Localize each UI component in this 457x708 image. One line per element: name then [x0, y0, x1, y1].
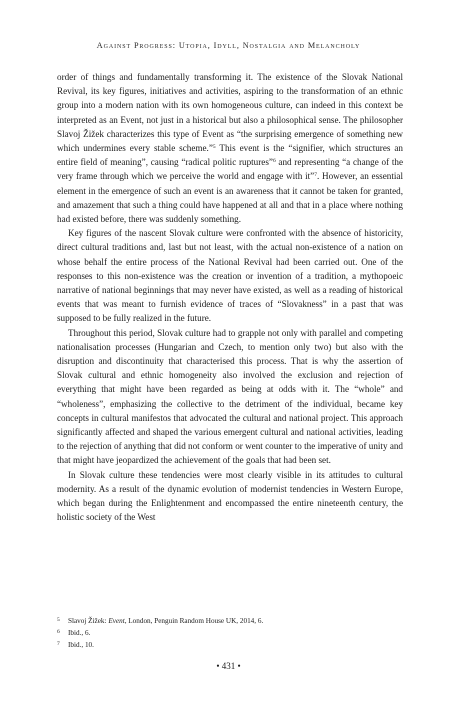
footnote-7 — [57, 639, 403, 651]
paragraph-3: Throughout this period, Slovak culture had to grapple not only with parallel and competing nationalisation processes (Hungarian and Czech, to mention only two) but also with the disruption and discontinuity that characterised this process. That is why the assertion of Slovak cultural and ethnic homogeneity also involved the exclusion and rejection of everything that might have been regarded as being at odds with it. The “whole” and “wholeness”, emphasizing the collective to the detriment of the individual, became key concepts in cultural manifestos that advocated the cultural and national project. This approach significantly affected and shaped the various emergent cultural and national activities, leading to the rejection of anything that did not conform or went counter to the imperative of unity and that might have jeopardized the achievement of the goals that had been set. — [57, 327, 403, 466]
footnote-ref-5[interactable]: 5 — [212, 144, 216, 151]
footnote-number: 7 — [57, 641, 60, 647]
footnotes — [57, 615, 403, 651]
paragraph-4: In Slovak culture these tendencies were most clearly visible in its attitudes to cultural modernity. As a result of the dynamic evolution of modernist tendencies in Western Europe, which began during the Enlightenment and encompassed the entire nineteenth century, the holistic society of the West — [57, 469, 403, 523]
footnote-5 — [57, 615, 403, 627]
footnote-ref-6[interactable]: 6 — [272, 158, 276, 165]
paragraph-1-part-b: This event is the “signifier, which structures an entire field of meaning”, causing “radical politic ruptures” — [57, 143, 403, 168]
paragraph-1 — [57, 70, 403, 226]
footnote-author: Slavoj Žižek: — [68, 617, 109, 625]
page-number: • 431 • — [216, 661, 241, 671]
footnote-title: Event — [108, 617, 125, 625]
footnote-text: Ibid., 10. — [68, 641, 94, 649]
footnote-number: 6 — [57, 629, 60, 635]
footnote-publication: , London, Penguin Random House UK, 2014, 6. — [124, 617, 264, 625]
footnote-ref-7[interactable]: 7 — [314, 172, 317, 179]
body-text — [57, 70, 403, 525]
paragraph-1-part-a: order of things and fundamentally transforming it. The existence of the Slovak National Revival, its key figures, initiatives and activities, aspiring to the transformation of an ethnic group into a modern nation with its own homogeneous culture, can indeed in this context be interpreted as an Event, not just in a historical but also a philosophical sense. The philosopher Slavoj Žižek characterizes this type of Event as “the surprising emergence of something new which undermines every stable scheme.” — [57, 72, 403, 154]
paragraph-2: Key figures of the nascent Slovak culture were confronted with the absence of historicity, direct cultural traditions and, last but not least, with the actual non-existence of a nation on whose behalf the entire process of the National Revival had been carried out. One of the responses to this non-existence was the creation or invention of a tradition, a mythopoeic narrative of national beginnings that may never have existed, as well as a reading of historical events that was meant to furnish evidence of traces of “Slovakness” in a past that was supposed to be fully realized in the future. — [57, 228, 403, 324]
footnote-text — [68, 615, 263, 627]
footnote-text: Ibid., 6. — [68, 629, 91, 637]
running-head: Against Progress: Utopia, Idyll, Nostalgia and Melancholy — [96, 41, 361, 50]
footnote-6 — [57, 627, 403, 639]
footnote-number: 5 — [57, 617, 60, 623]
paragraph-1-part-c: and representing “a change of the very frame through which we perceive the world and engage with it” — [57, 157, 403, 182]
paragraph-1-part-d: . However, an essential element in the emergence of such an event is an awareness that it cannot be taken for granted, and amazement that such a thing could have happened at all and that in a place where nothing had existed before, there was suddenly something. — [57, 171, 403, 225]
